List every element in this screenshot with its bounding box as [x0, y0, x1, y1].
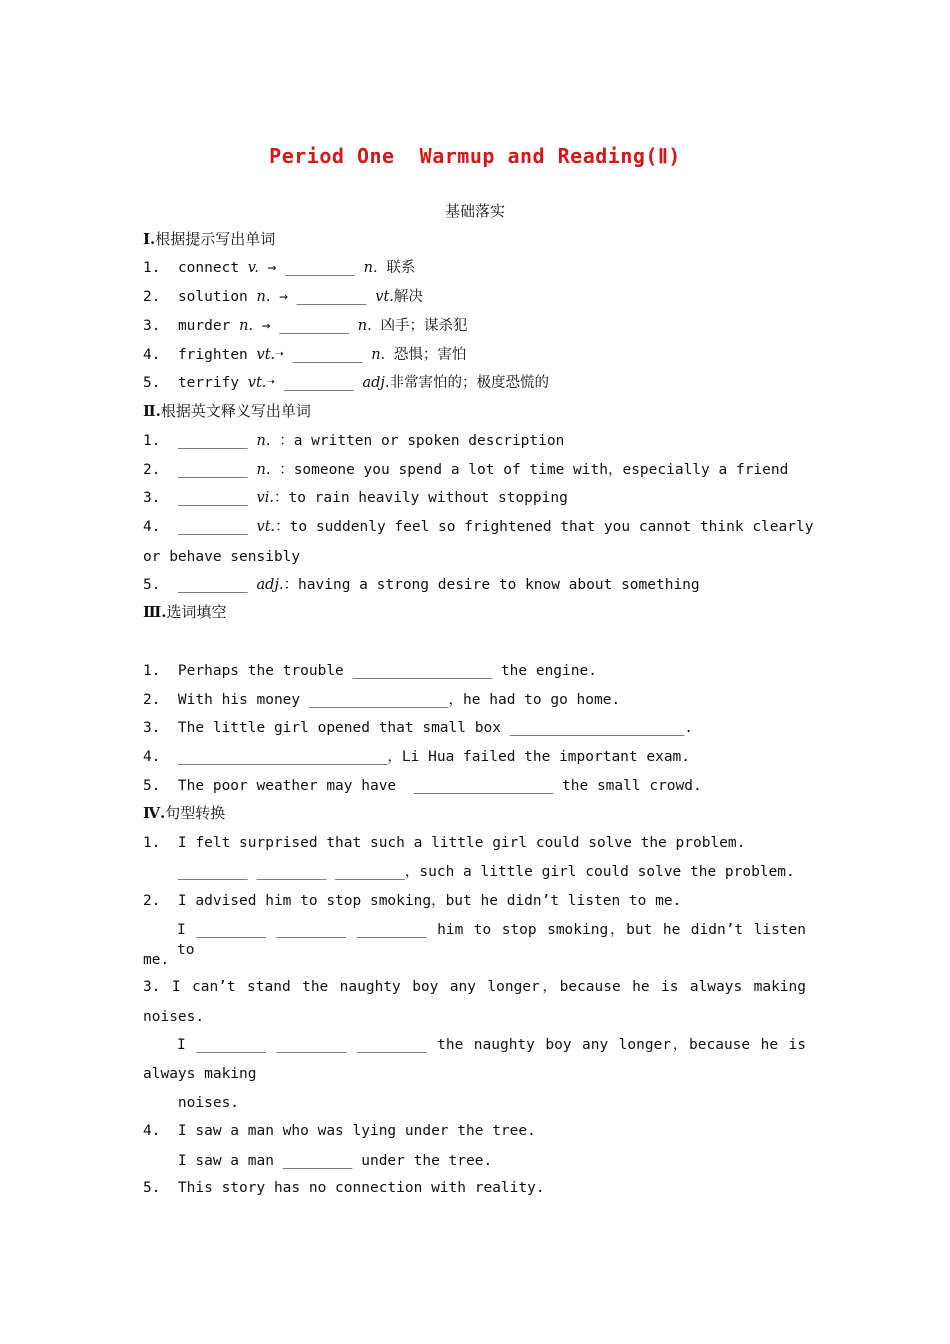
s4-answer-4: I saw a man ________ under the tree.	[143, 1153, 493, 1169]
section-4-number: Ⅳ.	[143, 804, 166, 822]
section-4-heading	[143, 803, 225, 823]
s1-item-2: 2. solution n. → ________ vt.解决	[143, 289, 423, 305]
s4-answer-3-end: noises.	[143, 1095, 240, 1111]
s3-item-2: 2. With his money ________________，he had to go home.	[143, 692, 621, 708]
answer-blank[interactable]: ________	[279, 318, 350, 334]
answer-blank[interactable]: ________	[177, 577, 248, 593]
section-1-title: 根据提示写出单词	[155, 230, 276, 248]
answer-blank[interactable]: ________	[292, 347, 363, 363]
s3-item-5: 5. The poor weather may have ________________ the small crowd.	[143, 778, 702, 794]
s2-item-4: 4. ________ vt.：to suddenly feel so frightened that you cannot think clearly	[143, 519, 814, 535]
s4-answer-3-continued: always making	[143, 1066, 257, 1082]
answer-blank[interactable]: ________	[177, 519, 248, 535]
s4-answer-2: I ________ ________ ________ him to stop smoking，but he didn’t listen to	[177, 922, 806, 958]
s4-answer-1: ________ ________ ________，such a little girl could solve the problem.	[143, 864, 795, 880]
s1-item-5: 5. terrify vt.➝ ________ adj.非常害怕的；极度恐慌的	[143, 375, 550, 391]
s4-question-5: 5. This story has no connection with reality.	[143, 1180, 545, 1196]
s2-item-5: 5. ________ adj.：having a strong desire to know about something	[143, 577, 700, 593]
s4-question-3: 3. I can’t stand the naughty boy any longer，because he is always making	[143, 979, 806, 995]
section-2-heading	[143, 401, 311, 421]
s4-question-2: 2. I advised him to stop smoking，but he didn’t listen to me.	[143, 893, 682, 909]
s2-item-1: 1. ________ n. ：a written or spoken description	[143, 433, 565, 449]
s4-question-4: 4. I saw a man who was lying under the tree.	[143, 1123, 536, 1139]
answer-blank[interactable]: ________	[177, 433, 248, 449]
s4-question-1: 1. I felt surprised that such a little girl could solve the problem.	[143, 835, 746, 851]
s2-item-2: 2. ________ n. ：someone you spend a lot of time with，especially a friend	[143, 462, 789, 478]
s1-item-1: 1. connect v. → ________ n. 联系	[143, 260, 416, 276]
s2-item-3: 3. ________ vi.：to rain heavily without stopping	[143, 490, 568, 506]
s3-item-1: 1. Perhaps the trouble ________________ the engine.	[143, 663, 597, 679]
s3-item-4: 4. ________________________，Li Hua failed the important exam.	[143, 749, 691, 765]
section-1-heading	[143, 229, 275, 249]
s1-item-4: 4. frighten vt.➝ ________ n. 恐惧；害怕	[143, 347, 467, 363]
s1-item-3: 3. murder n. → ________ n. 凶手；谋杀犯	[143, 318, 468, 334]
section-3-heading	[143, 602, 227, 622]
section-2-number: Ⅱ.	[143, 402, 161, 420]
section-2-title: 根据英文释义写出单词	[160, 402, 311, 420]
page-title: Period One Warmup and Reading(Ⅱ)	[269, 144, 681, 168]
s4-answer-2-continued: me.	[143, 952, 170, 968]
s2-item-4-continued: or behave sensibly	[143, 549, 301, 565]
answer-blank[interactable]: ________	[177, 490, 248, 506]
answer-blank[interactable]: ________	[177, 462, 248, 478]
section-1-number: Ⅰ.	[143, 230, 156, 248]
s3-item-3: 3. The little girl opened that small box ____________________.	[143, 720, 693, 736]
section-3-title: 选词填空	[166, 603, 227, 621]
answer-blank[interactable]: ________	[285, 260, 355, 276]
section-3-number: Ⅲ.	[143, 603, 167, 621]
answer-blank[interactable]: ________	[296, 289, 367, 305]
s4-question-3-continued: noises.	[143, 1009, 205, 1025]
section-4-title: 句型转换	[165, 804, 226, 822]
answer-blank[interactable]: ________	[283, 375, 354, 391]
s4-answer-3: I ________ ________ ________ the naughty boy any longer，because he is	[177, 1037, 806, 1053]
section-subtitle: 基础落实	[444, 202, 505, 220]
